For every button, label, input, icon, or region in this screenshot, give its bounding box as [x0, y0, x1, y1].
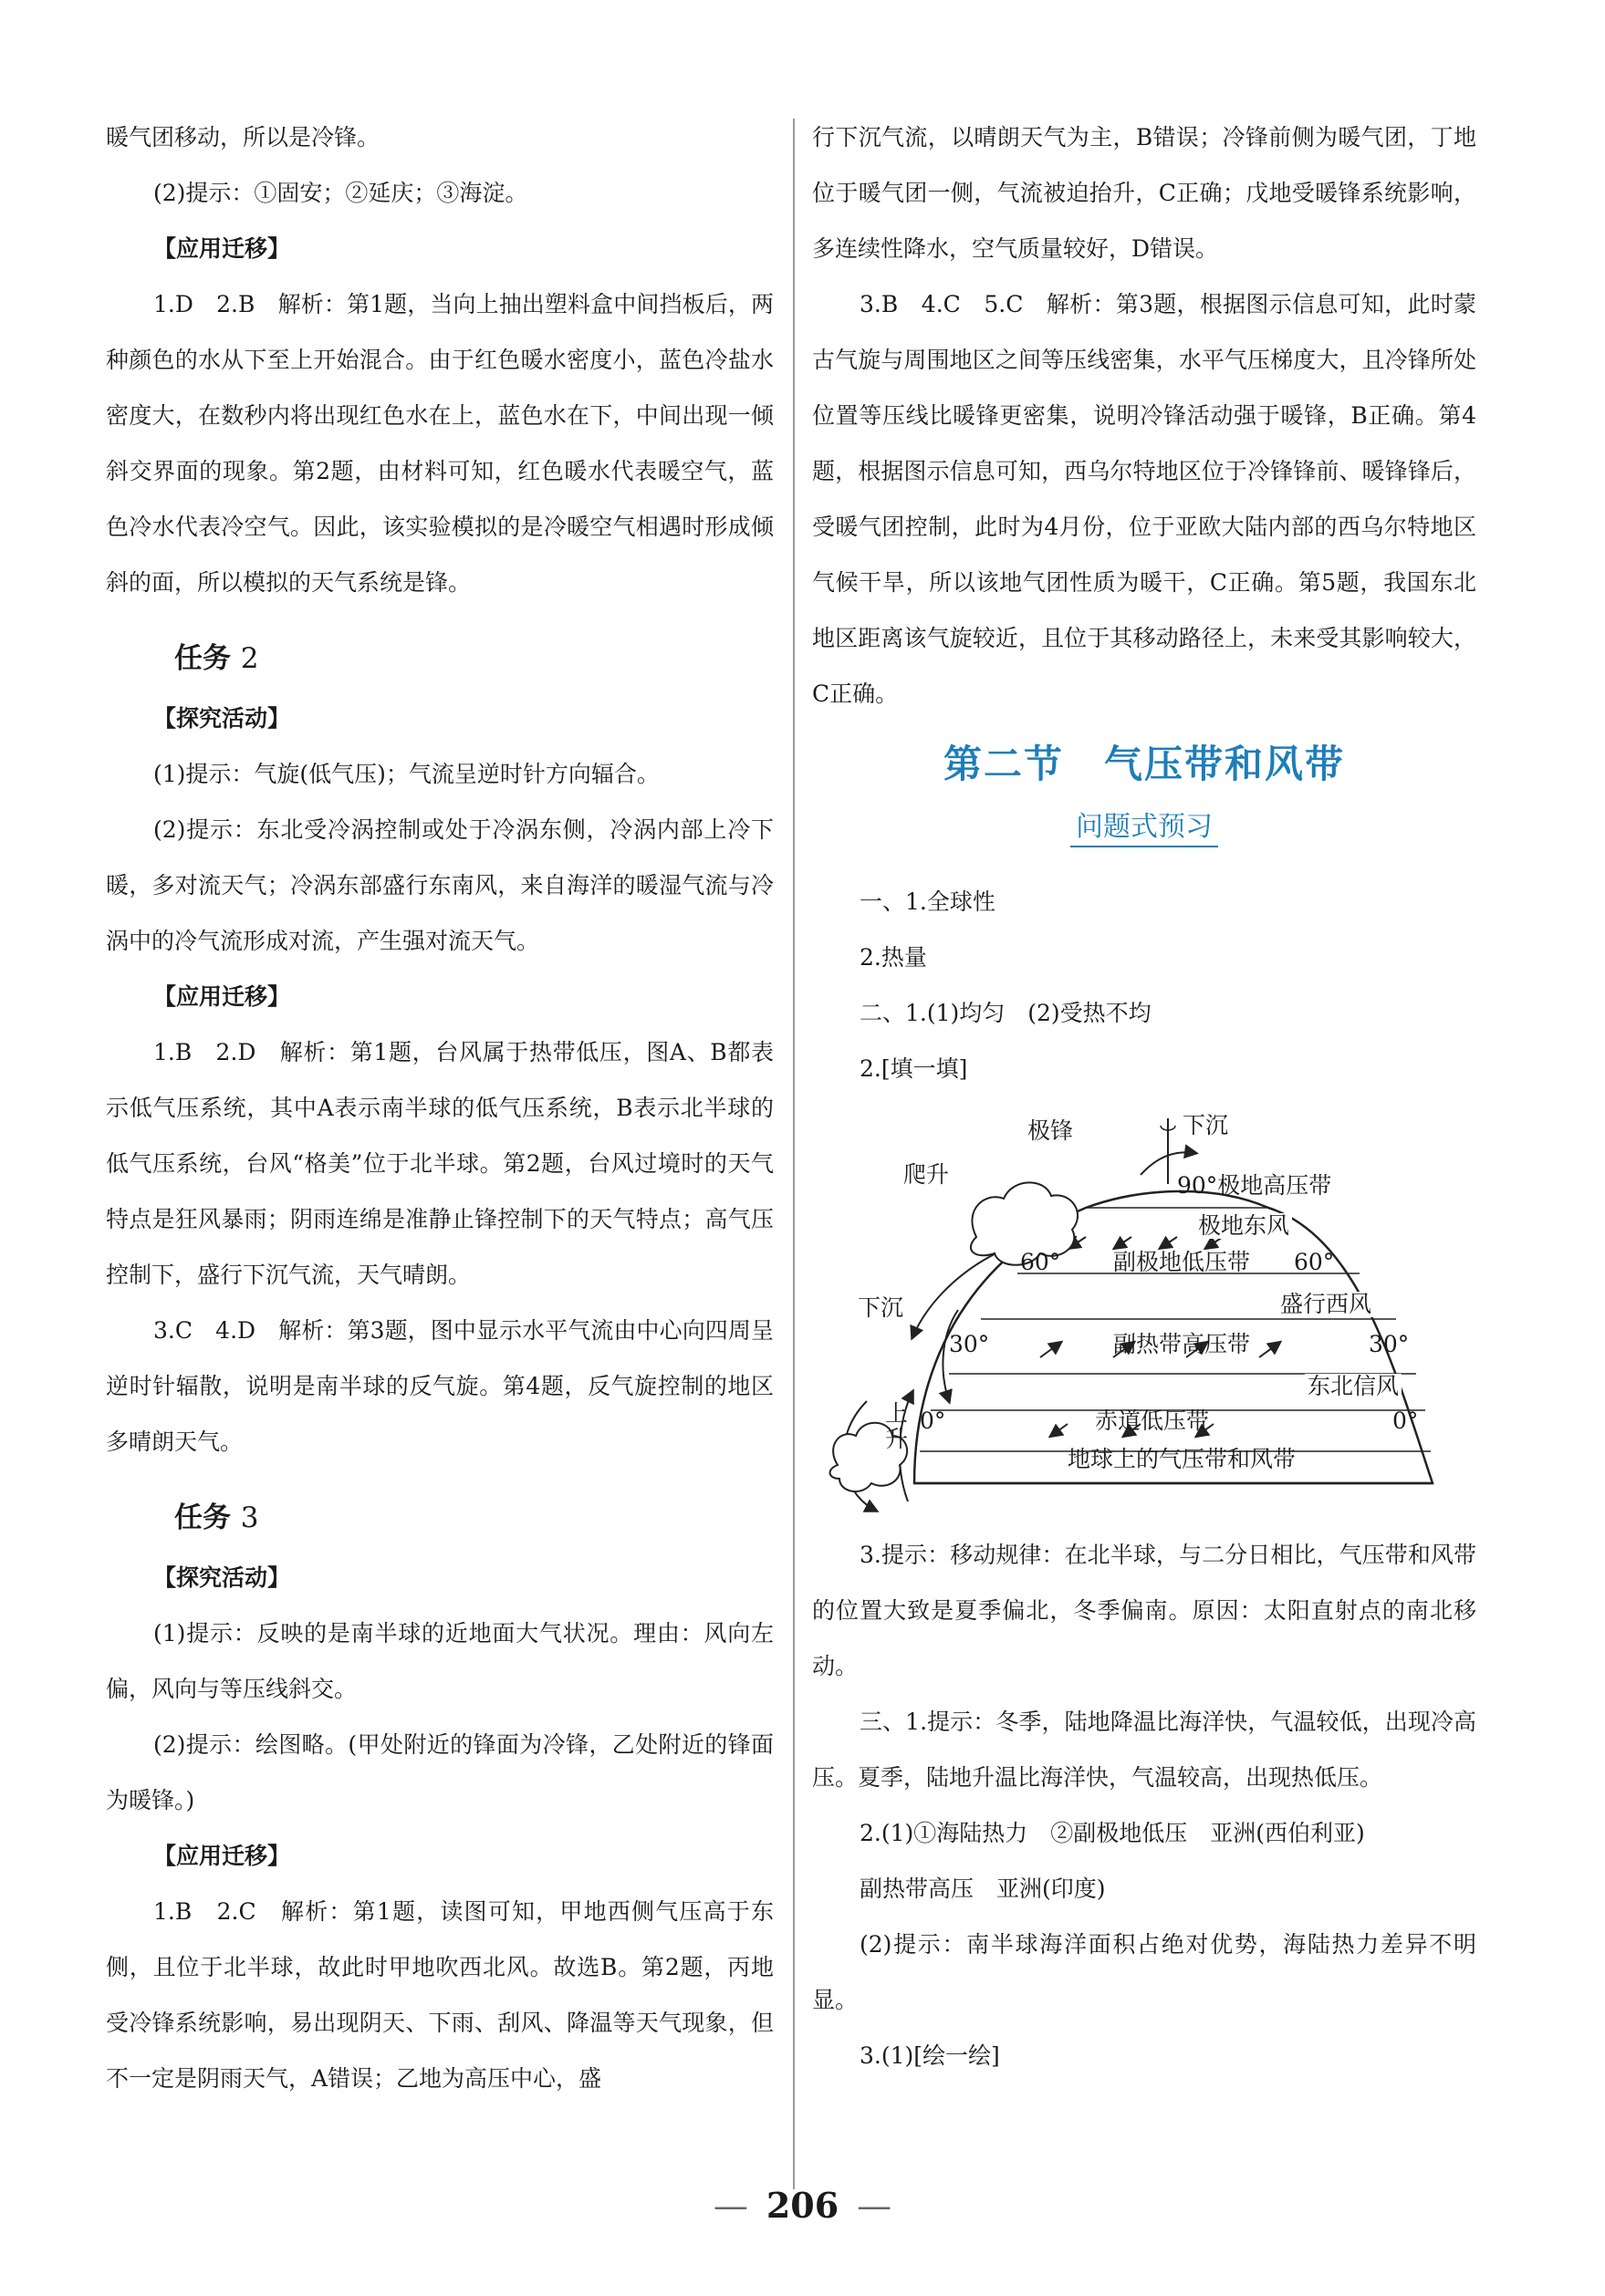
paragraph: (2)提示：①固安；②延庆；③海淀。 [153, 180, 528, 206]
diagram-label: 副极地低压带 [1113, 1249, 1251, 1275]
section-heading: 【应用迁移】 [153, 1843, 291, 1869]
diagram-label: 赤道低压带 [1095, 1408, 1210, 1434]
paragraph: 3.B 4.C 5.C 解析：第3题，根据图示信息可知，此时蒙古气旋与周围地区之间等压线密集，水平气压梯度大，且冷锋所处位置等压线比暖锋更密集，说明冷锋活动强于暖锋，B正确。第4题，根据图示信息可知，西乌尔特地区位于冷锋锋前、暖锋锋后，受暖气团控制，此时为4月份，位于亚欧大陆内部的西乌尔特地区气候干旱，所以该地气团性质为暖干，C正确。第5题，我国东北地区距离该气旋较近，且位于其移动路径上，未来受其影响较大，C正确。 [812, 291, 1476, 707]
paragraph: (2)提示：东北受冷涡控制或处于冷涡东侧，冷涡内部上冷下暖，多对流天气；冷涡东部盛行东南风，来自海洋的暖湿气流与冷涡中的冷气流形成对流，产生强对流天气。 [106, 816, 774, 954]
paragraph: 1.B 2.D 解析：第1题，台风属于热带低压，图A、B都表示低气压系统，其中A表示南半球的低气压系统，B表示北半球的低气压系统，台风“格美”位于北半球。第2题，台风过境时的天气特点是狂风暴雨；阴雨连绵是准静止锋控制下的天气特点；高气压控制下，盛行下沉气流，天气晴朗。 [106, 1039, 774, 1288]
paragraph: 三、1.提示：冬季，陆地降温比海洋快，气温较低，出现冷高压。夏季，陆地升温比海洋快，气温较高，出现热低压。 [812, 1709, 1476, 1791]
paragraph: 暖气团移动，所以是冷锋。 [106, 124, 380, 151]
diagram-label: 东北信风 [1305, 1374, 1402, 1399]
answer-line: 副热带高压 亚洲(印度) [860, 1875, 1106, 1902]
paragraph: (2)提示：南半球海洋面积占绝对优势，海陆热力差异不明显。 [812, 1931, 1476, 2013]
paragraph: (2)提示：绘图略。(甲处附近的锋面为冷锋，乙处附近的锋面为暖锋。) [106, 1731, 774, 1813]
section-heading: 【探究活动】 [153, 705, 291, 732]
diagram-label: 副热带高压带 [1113, 1331, 1251, 1357]
diagram-label: 0° [920, 1408, 946, 1434]
paragraph: 行下沉气流，以晴朗天气为主，B错误；冷锋前侧为暖气团，丁地位于暖气团一侧，气流被迫抬升，C正确；戊地受暖锋系统影响，多连续性降水，空气质量较好，D错误。 [812, 124, 1476, 262]
paragraph: (1)提示：反映的是南半球的近地面大气状况。理由：风向左偏，风向与等压线斜交。 [106, 1620, 774, 1702]
paragraph: 3.C 4.D 解析：第3题，图中显示水平气流由中心向四周呈逆时针辐散，说明是南半球的反气旋。第4题，反气旋控制的地区多晴朗天气。 [106, 1317, 774, 1455]
section-heading: 【应用迁移】 [153, 235, 291, 262]
diagram-label: 90°极地高压带 [1177, 1172, 1332, 1199]
diagram-label: 极地东风 [1195, 1213, 1292, 1239]
diagram-label: 下沉 [858, 1294, 904, 1321]
section-heading: 【应用迁移】 [153, 983, 291, 1010]
answer-line: 2.热量 [860, 944, 927, 971]
paragraph: 3.提示：移动规律：在北半球，与二分日相比，气压带和风带的位置大致是夏季偏北，冬季偏南。原因：太阳直射点的南北移动。 [812, 1542, 1476, 1679]
section-title: 第二节 气压带和风带 [943, 742, 1345, 786]
diagram-label: 60° [1020, 1249, 1061, 1275]
diagram-caption: 地球上的气压带和风带 [1068, 1446, 1297, 1472]
column-divider [793, 119, 795, 2189]
diagram-label: 下沉 [1183, 1112, 1229, 1138]
answer-line: 一、1.全球性 [860, 888, 995, 915]
paragraph: 1.D 2.B 解析：第1题，当向上抽出塑料盒中间挡板后，两种颜色的水从下至上开始混合。由于红色暖水密度小，蓝色冷盐水密度大，在数秒内将出现红色水在上，蓝色水在下，中间出现一倾斜交界面的现象。第2题，由材料可知，红色暖水代表暖空气，蓝色冷水代表冷空气。因此，该实验模拟的是冷暖空气相遇时形成倾斜的面，所以模拟的天气系统是锋。 [106, 291, 774, 596]
answer-line: 3.(1)[绘一绘] [860, 2042, 1000, 2069]
subtitle: 问题式预习 [812, 809, 1476, 847]
left-column [106, 109, 774, 2106]
wind-arrow [1040, 1343, 1060, 1357]
task-heading: 任务 3 [174, 1501, 259, 1534]
answer-line: 二、1.(1)均匀 (2)受热不均 [860, 1000, 1152, 1026]
diagram-label: 30° [949, 1331, 990, 1357]
section-heading: 【探究活动】 [153, 1564, 291, 1591]
wind-arrow [1051, 1424, 1068, 1436]
diagram-label: 盛行西风 [1277, 1292, 1374, 1317]
answer-line: 2.[填一填] [860, 1055, 968, 1082]
wind-arrow [1115, 1237, 1131, 1248]
task-heading: 任务 2 [174, 642, 259, 675]
diagram-label: 60° [1294, 1249, 1335, 1275]
diagram-label: 30° [1369, 1331, 1410, 1357]
diagram-label: 0° [1392, 1408, 1419, 1434]
right-column [812, 109, 1476, 2083]
pressure-belts-diagram [812, 1100, 1476, 1520]
answer-line: 2.(1)①海陆热力 ②副极地低压 亚洲(西伯利亚) [860, 1820, 1365, 1846]
diagram-label: 爬升 [903, 1161, 950, 1188]
paragraph: (1)提示：气旋(低气压)；气流呈逆时针方向辐合。 [153, 761, 660, 787]
paragraph: 1.B 2.C 解析：第1题，读图可知，甲地西侧气压高于东侧，且位于北半球，故此时甲地吹西北风。故选B。第2题，丙地受冷锋系统影响，易出现阴天、下雨、刮风、降温等天气现象，但不一定是阴雨天气，A错误；乙地为高压中心，盛 [106, 1898, 774, 2092]
page-number: — 206 — [713, 2185, 892, 2226]
wind-arrow [1161, 1237, 1177, 1248]
diagram-label: 升 [885, 1426, 909, 1452]
diagram-label: 上 [885, 1400, 909, 1427]
wind-arrow [1259, 1343, 1279, 1357]
diagram-label: 极锋 [1027, 1117, 1074, 1144]
